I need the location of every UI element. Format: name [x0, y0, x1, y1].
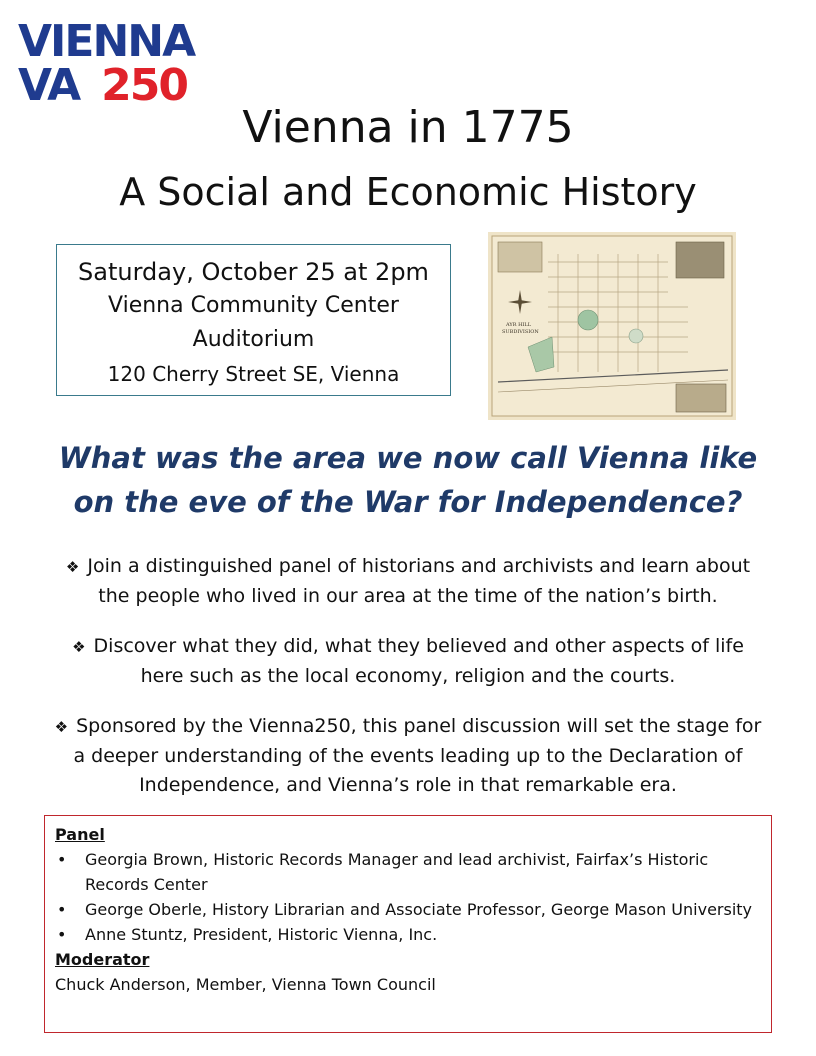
diamond-bullet-icon: ❖ [72, 638, 86, 656]
moderator-name: Chuck Anderson, Member, Vienna Town Council [55, 975, 436, 994]
event-date: Saturday, October 25 at 2pm [78, 258, 429, 286]
question-line1: What was the area we now call Vienna like [58, 441, 758, 475]
panel-member: • George Oberle, History Librarian and Associate Professor, George Mason University [55, 897, 759, 922]
subdivision-map-image [488, 232, 736, 420]
logo-va: VA [18, 60, 80, 111]
logo-250: 250 [101, 60, 187, 111]
bullet-item [40, 632, 776, 691]
vienna-va250-logo [18, 16, 218, 111]
event-room: Auditorium [192, 327, 315, 352]
panel-list [55, 847, 759, 947]
page-subtitle: A Social and Economic History [119, 170, 697, 214]
bullet-text: Discover what they did, what they believed and other aspects of life [93, 635, 744, 657]
question-line2: on the eve of the War for Independence? [73, 485, 743, 519]
bullet-text: Join a distinguished panel of historians and archivists and learn about [87, 555, 751, 577]
panel-heading: Panel [55, 825, 105, 844]
bullet-item [40, 552, 776, 611]
page-title: Vienna in 1775 [242, 102, 574, 153]
event-venue: Vienna Community Center [108, 293, 399, 318]
diamond-bullet-icon: ❖ [54, 718, 69, 736]
map-caption-line1: AYR HILL [506, 322, 532, 328]
panel-box [44, 815, 772, 1033]
moderator-heading: Moderator [55, 950, 150, 969]
diamond-bullet-icon: ❖ [65, 558, 80, 576]
map-caption-line2: SUBDIVISION [502, 329, 539, 335]
bullet-text: Sponsored by the Vienna250, this panel discussion will set the stage for [76, 715, 762, 737]
panel-member: • Georgia Brown, Historic Records Manager and lead archivist, Fairfax’s Historic Records Center [55, 847, 759, 897]
star-icon [73, 69, 103, 103]
headline-question [40, 436, 776, 524]
bullet-text: here such as the local economy, religion and the courts. [140, 665, 676, 687]
bullet-text: the people who lived in our area at the time of the nation’s birth. [98, 585, 718, 607]
logo-line1: VIENNA [18, 16, 195, 67]
event-details-box [56, 244, 451, 396]
event-address: 120 Cherry Street SE, Vienna [107, 362, 400, 386]
panel-member: • Anne Stuntz, President, Historic Vienna, Inc. [55, 922, 759, 947]
bullet-text: Independence, and Vienna’s role in that remarkable era. [139, 774, 677, 796]
bullet-item [40, 712, 776, 800]
bullet-text: a deeper understanding of the events leading up to the Declaration of [73, 745, 743, 767]
